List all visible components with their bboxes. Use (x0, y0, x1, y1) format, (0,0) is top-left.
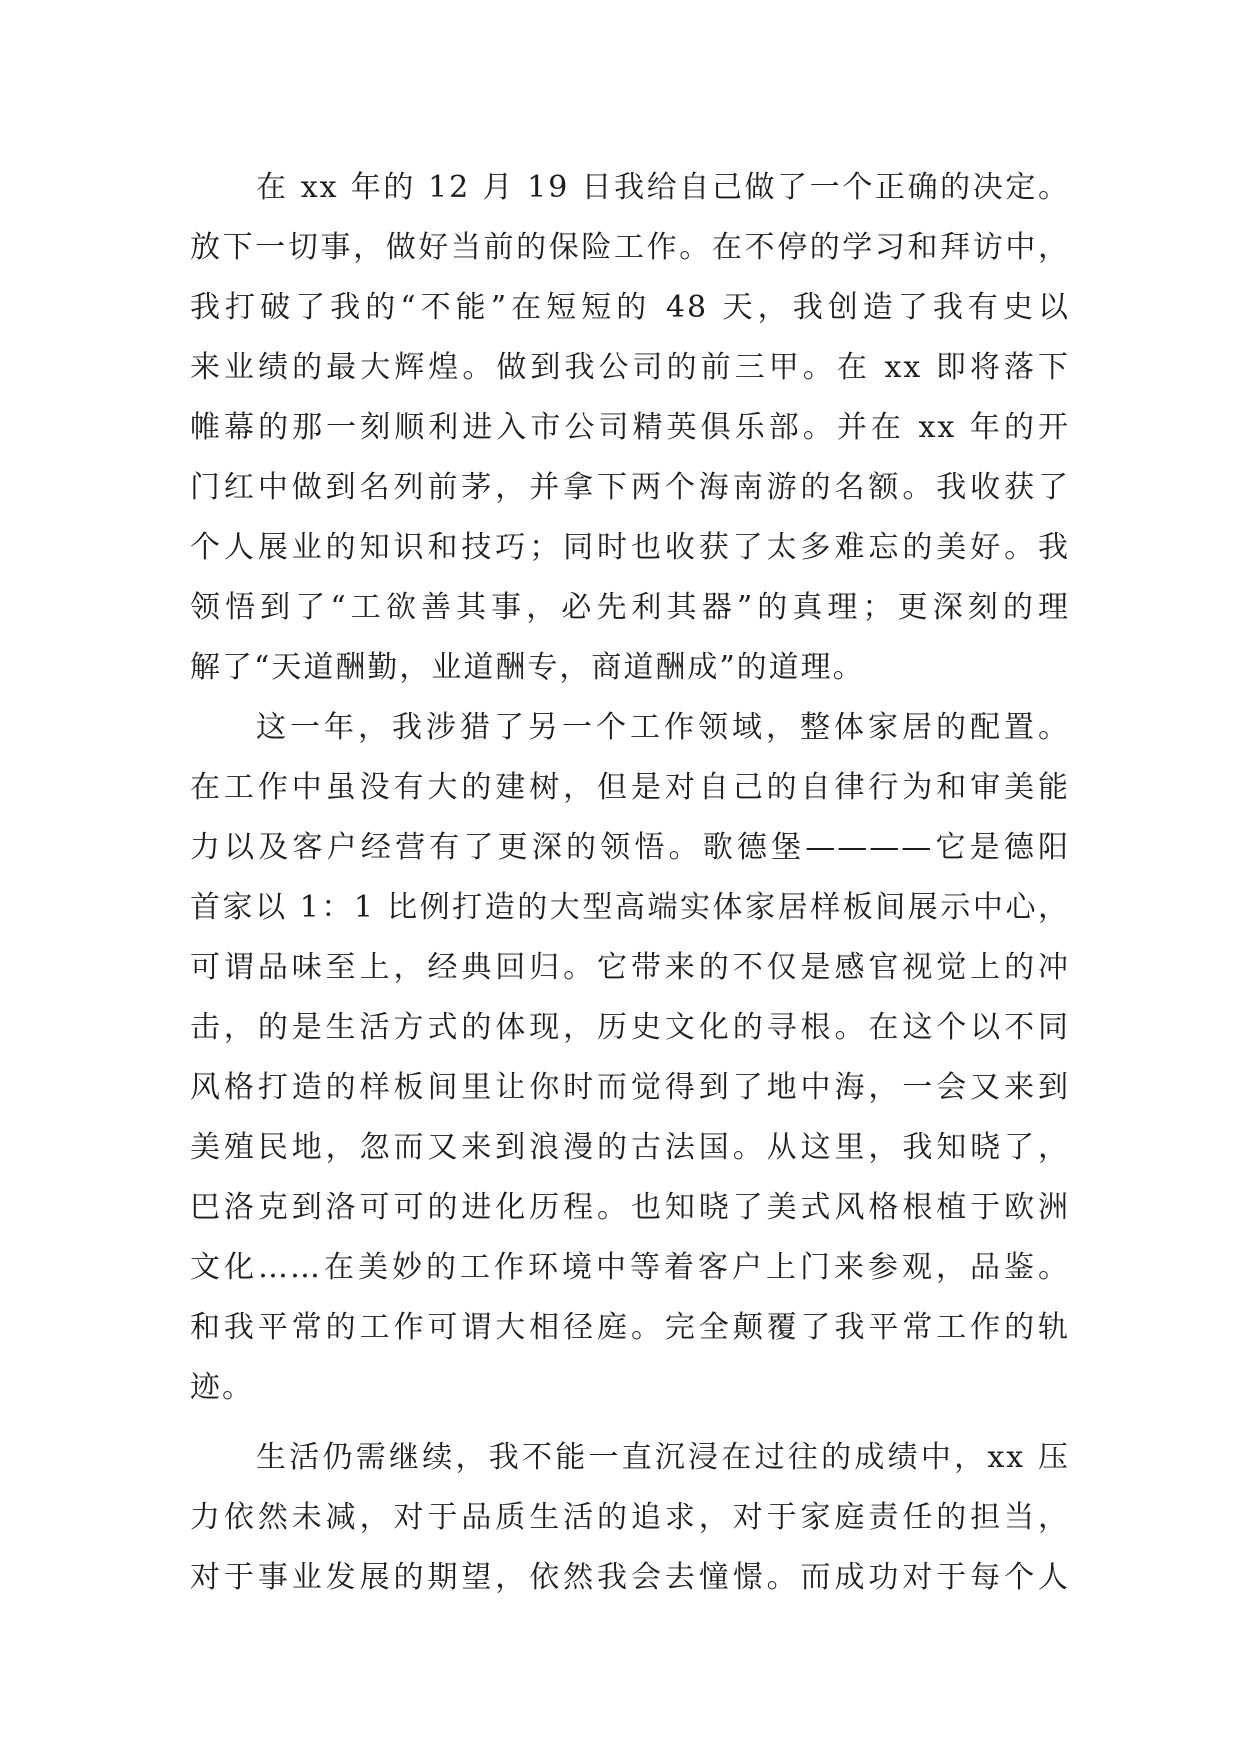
paragraph-line: 迹。 (190, 1370, 254, 1405)
paragraph-line: 风格打造的样板间里让你时而觉得到了地中海，一会又来到 (190, 1070, 1070, 1105)
paragraph-line: 美殖民地，忽而又来到浪漫的古法国。从这里，我知晓了， (190, 1130, 1070, 1165)
paragraph-line: 帷幕的那一刻顺利进入市公司精英俱乐部。并在 xx 年的开 (190, 410, 1070, 445)
paragraph-line: 可谓品味至上，经典回归。它带来的不仅是感官视觉上的冲 (190, 950, 1070, 985)
paragraph-2 (190, 698, 1070, 1418)
paragraph-line: 击，的是生活方式的体现，历史文化的寻根。在这个以不同 (190, 1010, 1070, 1045)
paragraph-line: 门红中做到名列前茅，并拿下两个海南游的名额。我收获了 (190, 470, 1070, 505)
paragraph-line: 解了“天道酬勤，业道酬专，商道酬成”的道理。 (190, 650, 865, 685)
paragraph-line: 在工作中虽没有大的建树，但是对自己的自律行为和审美能 (190, 770, 1070, 805)
paragraph-line: 力依然未减，对于品质生活的追求，对于家庭责任的担当， (190, 1500, 1070, 1535)
paragraph-line: 放下一切事，做好当前的保险工作。在不停的学习和拜访中， (190, 230, 1070, 265)
paragraph-1 (190, 158, 1070, 698)
paragraph-3 (190, 1428, 1070, 1608)
paragraph-line: 来业绩的最大辉煌。做到我公司的前三甲。在 xx 即将落下 (190, 350, 1070, 385)
paragraph-line: 巴洛克到洛可可的进化历程。也知晓了美式风格根植于欧洲 (190, 1190, 1070, 1225)
paragraph-line: 生活仍需继续，我不能一直沉浸在过往的成绩中，xx 压 (256, 1440, 1070, 1475)
paragraph-gap (190, 1418, 1070, 1428)
paragraph-line: 这一年，我涉猎了另一个工作领域，整体家居的配置。 (256, 710, 1070, 745)
paragraph-line: 和我平常的工作可谓大相径庭。完全颠覆了我平常工作的轨 (190, 1310, 1070, 1345)
paragraph-line: 领悟到了“工欲善其事，必先利其器”的真理；更深刻的理 (190, 590, 1070, 625)
paragraph-line: 首家以 1：1 比例打造的大型高端实体家居样板间展示中心， (190, 890, 1070, 925)
document-body (190, 158, 1070, 1608)
paragraph-line: 在 xx 年的 12 月 19 日我给自己做了一个正确的决定。 (256, 170, 1070, 205)
paragraph-line: 我打破了我的“不能”在短短的 48 天，我创造了我有史以 (190, 290, 1070, 325)
paragraph-line: 力以及客户经营有了更深的领悟。歌德堡————它是德阳 (190, 830, 1070, 865)
paragraph-line: 对于事业发展的期望，依然我会去憧憬。而成功对于每个人 (190, 1560, 1070, 1595)
paragraph-line: 文化……在美妙的工作环境中等着客户上门来参观，品鉴。 (190, 1250, 1070, 1285)
paragraph-line: 个人展业的知识和技巧；同时也收获了太多难忘的美好。我 (190, 530, 1070, 565)
